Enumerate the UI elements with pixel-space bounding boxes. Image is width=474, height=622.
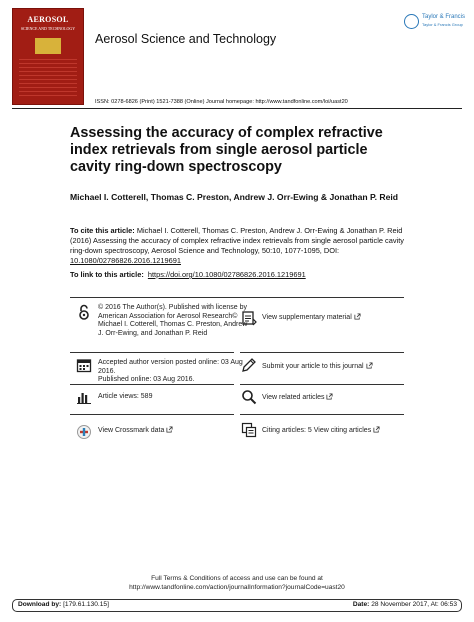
cover-illustration [35, 38, 61, 54]
submit-article-icon [241, 357, 257, 373]
accepted-date: Accepted author version posted online: 03 Aug 2016. [98, 359, 243, 375]
cite-label: To cite this article: [70, 226, 135, 235]
downloaded-by-value: [179.61.130.15] [63, 601, 109, 608]
downloaded-by [18, 601, 109, 608]
cover-subtitle: SCIENCE AND TECHNOLOGY [20, 26, 76, 31]
download-date-value: 28 November 2017, At: 06:53 [371, 601, 457, 608]
link-label: To link to this article: [70, 270, 144, 279]
supplementary-label: View supplementary material [262, 314, 352, 321]
terms-line-1: Full Terms & Conditions of access and use can be found at [151, 575, 323, 582]
article-views: Article views: 589 [98, 393, 153, 400]
citing-articles-link[interactable] [262, 426, 407, 436]
published-date: Published online: 03 Aug 2016. [98, 376, 195, 383]
submit-article-link[interactable] [262, 362, 402, 372]
supplementary-material-icon [241, 310, 257, 326]
related-articles-label: View related articles [262, 394, 325, 401]
grid-right-divider-2 [240, 384, 404, 385]
cover-title: AEROSOL [27, 15, 69, 24]
terms-notice [0, 575, 474, 592]
publisher-logo[interactable] [404, 12, 466, 36]
article-title: Assessing the accuracy of complex refractive index retrievals from single aerosol particle cavity ring-down spectroscopy [70, 125, 383, 175]
external-link-icon [326, 393, 333, 400]
crossmark-label: View Crossmark data [98, 427, 165, 434]
article-link-block [70, 270, 410, 280]
external-link-icon [373, 426, 380, 433]
crossmark-icon [76, 424, 92, 440]
supplementary-link[interactable] [262, 313, 402, 323]
calendar-icon [76, 357, 92, 373]
header-divider [12, 108, 462, 109]
publisher-logo-subtext: Taylor & Francis Group [422, 22, 463, 27]
cite-text: Michael I. Cotterell, Thomas C. Preston, Andrew J. Orr-Ewing & Jonathan P. Reid (2016) Assessing the accuracy of complex refractive index retrievals from single aerosol particle cavity ring-down spectroscopy, Aerosol Science and Technology, 50:10, 1077-1095, DOI: [70, 226, 404, 255]
terms-url-link[interactable]: http://www.tandfonline.com/action/journalInformation?journalCode=uast20 [129, 583, 345, 591]
journal-cover-image [12, 8, 84, 105]
downloaded-by-label: Download by: [18, 601, 62, 608]
open-access-icon [76, 304, 92, 320]
grid-left-divider-3 [70, 414, 234, 415]
citing-articles-icon [241, 422, 257, 438]
grid-left-divider-1 [70, 352, 234, 353]
download-date [353, 601, 457, 608]
journal-name[interactable]: Aerosol Science and Technology [95, 32, 277, 46]
submit-article-label: Submit your article to this journal [262, 363, 364, 370]
crossmark-link[interactable] [98, 426, 238, 436]
related-articles-link[interactable] [262, 393, 402, 403]
publisher-logo-icon [404, 14, 419, 29]
citation-block [70, 226, 410, 266]
license-text: © 2016 The Author(s). Published with license by American Association for Aerosol Research© Michael I. Cotterell, Thomas C. Preston, Andrew J. Orr-Ewing, and Jonathan P. Reid [98, 304, 248, 337]
article-doi-link[interactable]: https://doi.org/10.1080/02786826.2016.1219691 [147, 270, 306, 279]
external-link-icon [366, 362, 373, 369]
external-link-icon [354, 313, 361, 320]
grid-top-divider [70, 297, 404, 298]
issn-line: ISSN: 0278-6826 (Print) 1521-7388 (Online) Journal homepage: http://www.tandfonline.com/loi/uast20 [95, 99, 348, 105]
article-authors: Michael I. Cotterell, Thomas C. Preston, Andrew J. Orr-Ewing & Jonathan P. Reid [70, 192, 399, 202]
download-date-label: Date: [352, 601, 370, 608]
grid-right-divider-1 [240, 352, 404, 353]
external-link-icon [166, 426, 173, 433]
bar-chart-icon [76, 389, 92, 405]
citing-articles-label: Citing articles: 5 View citing articles [262, 427, 372, 434]
grid-right-divider-3 [240, 414, 404, 415]
cover-text-lines [19, 59, 77, 97]
related-articles-icon [241, 389, 257, 405]
publisher-logo-text: Taylor & Francis [422, 14, 466, 20]
cite-doi-link[interactable]: 10.1080/02786826.2016.1219691 [70, 256, 181, 265]
grid-left-divider-2 [70, 384, 234, 385]
